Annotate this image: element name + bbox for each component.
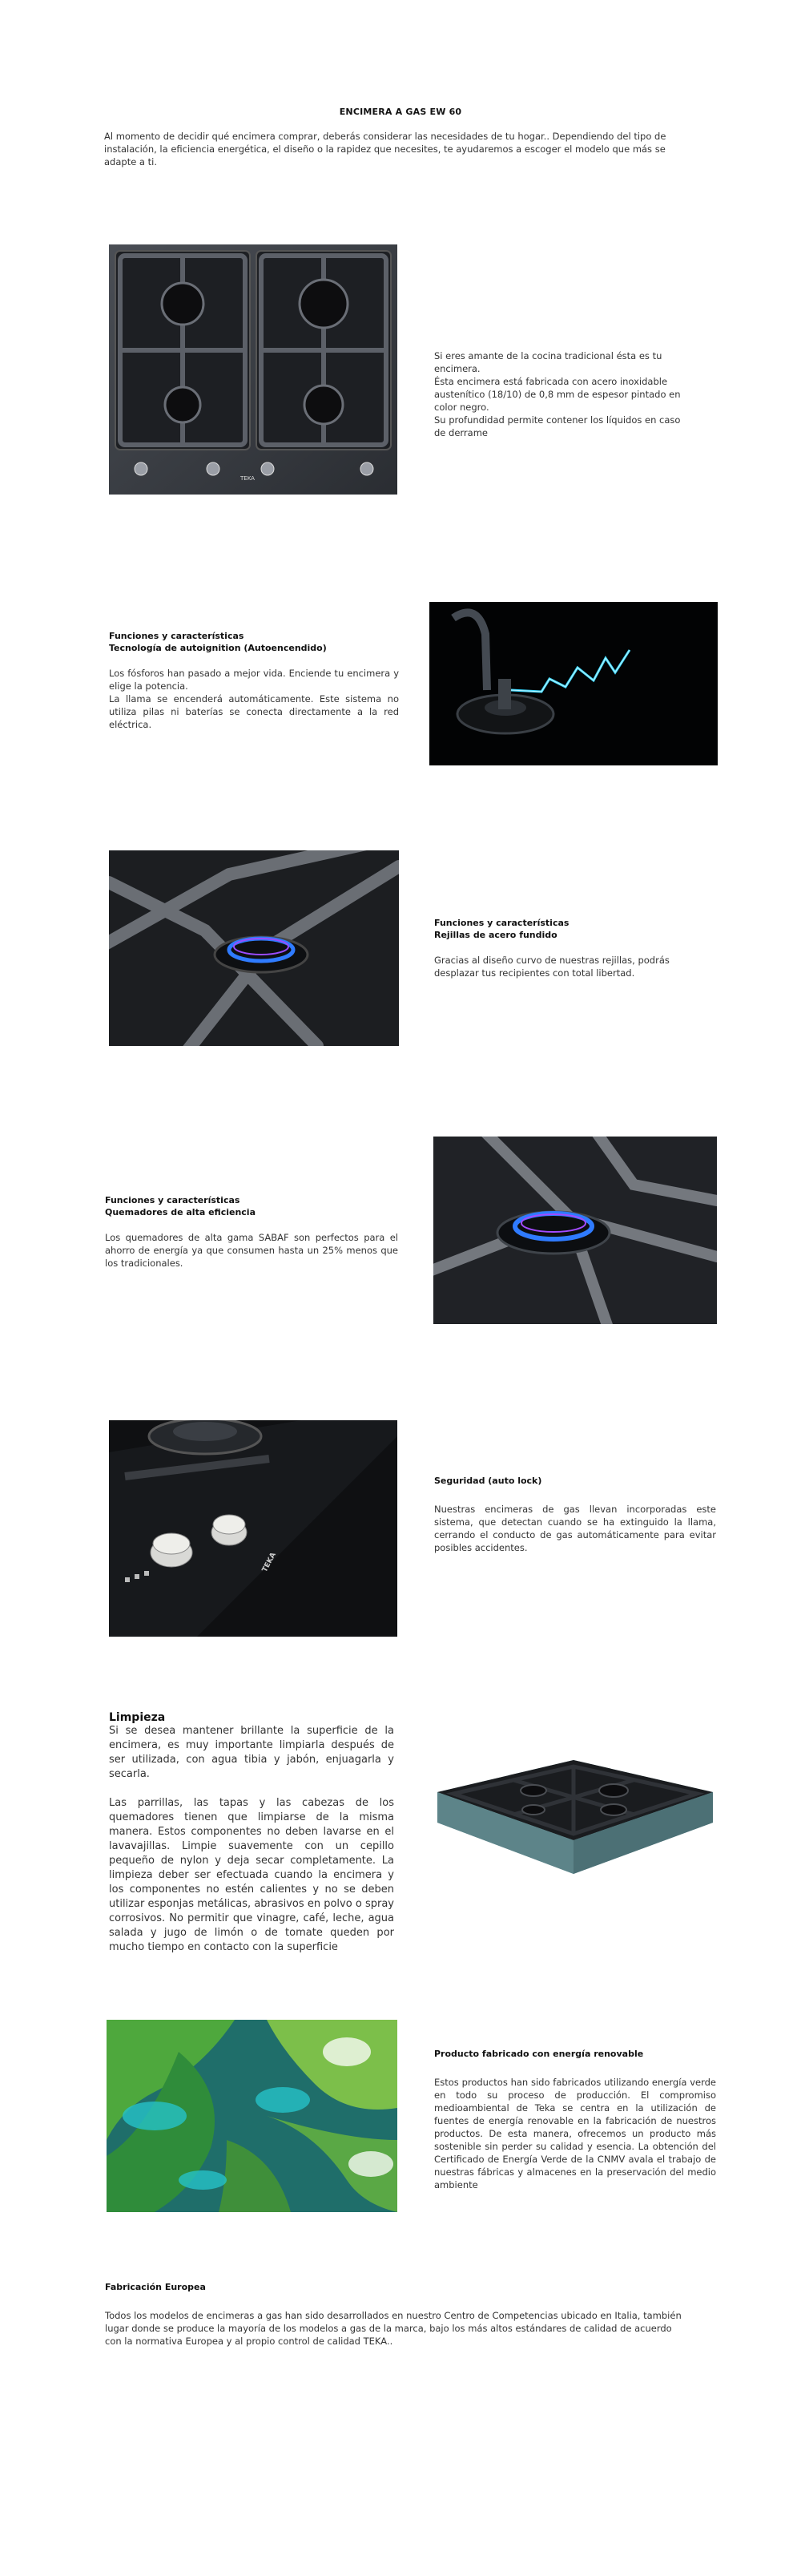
section4-text	[105, 1194, 398, 1270]
section3-heading-1: Funciones y características	[434, 918, 570, 928]
section5-heading: Seguridad (auto lock)	[434, 1476, 542, 1486]
section6-paragraph-2: Las parrillas, las tapas y las cabezas de los quemadores tienen que limpiarse de la misma manera. Estos componentes no deben lavarse en el lavavajillas. Limpie suavemente con un cepillo pequeño de nylon y deja secar completamente. La limpieza deber ser efectuada cuando la encimera y los componentes no estén calientes y no se deben utilizar esponjas metálicas, abrasivos en polvo o spray corrosivos. No permitir que vinagre, café, leche, agua salada y jugo de limón o de tomate queden por mucho tiempo en contacto con la superficie	[109, 1797, 394, 1953]
section2-paragraph-1: Los fósforos han pasado a mejor vida. Enciende tu encimera y elige la potencia.	[109, 668, 399, 692]
section6-heading: Limpieza	[109, 1711, 166, 1724]
section7-heading: Producto fabricado con energía renovable	[434, 2049, 644, 2059]
knob-panel-brand-logo: TEKA	[260, 1551, 278, 1574]
section5-text	[434, 1475, 716, 1554]
cast-iron-grates-image	[109, 850, 399, 1046]
section8-heading: Fabricación Europea	[105, 2282, 206, 2292]
autoignition-spark-image	[429, 602, 718, 765]
section2-paragraph-2: La llama se encenderá automáticamente. Este sistema no utiliza pilas ni baterías se conecta directamente a la red eléctrica.	[109, 693, 399, 730]
section4-paragraph-1: Los quemadores de alta gama SABAF son perfectos para el ahorro de energía ya que consumen hasta un 25% menos que los tradicionales.	[105, 1232, 398, 1269]
section2-heading-2: Tecnología de autoignition (Autoencendido)	[109, 643, 327, 653]
page-title: ENCIMERA A GAS EW 60	[339, 107, 462, 117]
section8-paragraph-1: Todos los modelos de encimeras a gas han sido desarrollados en nuestro Centro de Competencias ubicado en Italia, también lugar donde se produce la mayoría de los modelos a gas de la marca, bajo los más altos estándares de calidad de acuerdo con la normativa Europea y al propio control de calidad TEKA..	[105, 2310, 682, 2347]
renewable-forest-image	[107, 2020, 397, 2212]
high-efficiency-burner-image	[433, 1137, 717, 1324]
hob-top-image	[109, 244, 397, 495]
section8-text	[105, 2281, 690, 2348]
intro-paragraph: Al momento de decidir qué encimera comprar, deberás considerar las necesidades de tu hogar.. Dependiendo del tipo de instalación, la eficiencia energética, el diseño o la rapidez que necesites, te ayudaremos a escoger el modelo que más se adapte a ti.	[104, 131, 666, 168]
section1-line-3: Su profundidad permite contener los líquidos en caso de derrame	[434, 414, 681, 438]
section3-paragraph-1: Gracias al diseño curvo de nuestras rejillas, podrás desplazar tus recipientes con total libertad.	[434, 955, 670, 979]
hob-perspective-image	[437, 1760, 713, 1874]
section7-text	[434, 2048, 716, 2191]
section6-text	[109, 1711, 394, 1955]
section1-line-2: Ésta encimera está fabricada con acero inoxidable austenítico (18/10) de 0,8 mm de espesor pintado en color negro.	[434, 376, 681, 413]
section1-line-1: Si eres amante de la cocina tradicional ésta es tu encimera.	[434, 350, 662, 374]
hob-brand-logo: TEKA	[240, 475, 255, 482]
section3-heading-2: Rejillas de acero fundido	[434, 930, 557, 940]
section5-paragraph-1: Nuestras encimeras de gas llevan incorporadas este sistema, que detectan cuando se ha extinguido la llama, cerrando el conducto de gas automáticamente para evitar posibles accidentes.	[434, 1504, 716, 1553]
section6-paragraph-1: Si se desea mantener brillante la superficie de la encimera, es muy importante limpiarla después de ser utilizada, con agua tibia y jabón, enjuagarla y secarla.	[109, 1725, 394, 1780]
section2-text	[109, 630, 399, 731]
section7-paragraph-1: Estos productos han sido fabricados utilizando energía verde en todo su proceso de producción. El compromiso medioambiental de Teka se centra en la utilización de fuentes de energía renovable en la fabricación de nuestros productos. De esta manera, ofrecemos un producto más sostenible sin perder su calidad y esencia. La obtención del Certificado de Energía Verde de la CNMV avala el trabajo de nuestras fábricas y almacenes en la preservación del medio ambiente	[434, 2077, 716, 2190]
section1-text	[434, 349, 687, 439]
section4-heading-1: Funciones y características	[105, 1195, 240, 1205]
section3-text	[434, 917, 716, 979]
section4-heading-2: Quemadores de alta eficiencia	[105, 1207, 256, 1217]
auto-lock-knobs-image	[109, 1420, 397, 1637]
section2-heading-1: Funciones y características	[109, 631, 244, 641]
